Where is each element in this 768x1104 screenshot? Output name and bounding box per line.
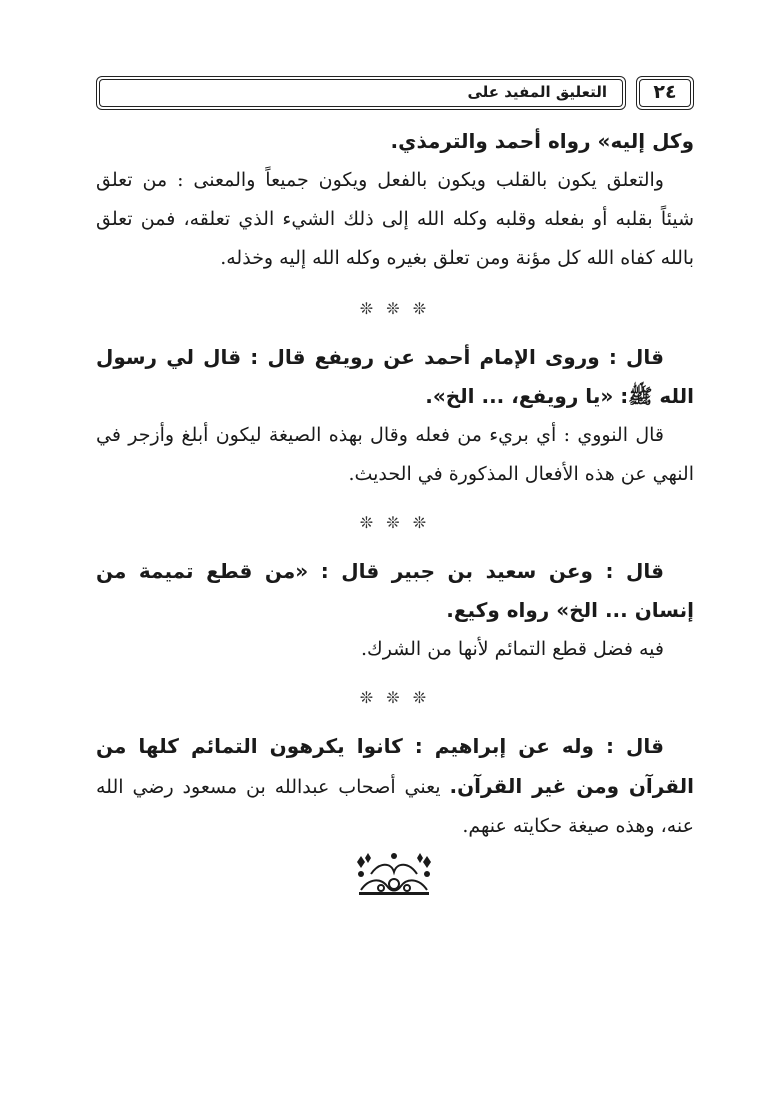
quote-4: قال : وله عن إبراهيم : كانوا يكرهون التمائم كلها من القرآن ومن غير القرآن.: [96, 734, 694, 798]
section-separator: ❊ ❊ ❊: [359, 299, 431, 318]
quote-2: قال : وروى الإمام أحمد عن رويفع قال : قال لي رسول الله ﷺ: «يا رويفع، ... الخ».: [96, 345, 694, 408]
page-number: ٢٤: [653, 81, 677, 103]
commentary-3: فيه فضل قطع التمائم لأنها من الشرك.: [361, 638, 664, 660]
running-title: التعليق المفيد على: [467, 83, 607, 101]
hadith-ending: وكل إليه» رواه أحمد والترمذي.: [390, 129, 694, 153]
commentary-1: والتعلق يكون بالقلب ويكون بالفعل ويكون جميعاً والمعنى : من تعلق شيئاً بقلبه أو بفعله وقلبه وكله الله إلى ذلك الشيء الذي تعلقه، فمن تعلق بالله كفاه الله كل مؤنة ومن تعلق بغيره وكله الله إليه وخذله.: [96, 169, 694, 269]
paragraph-4: [96, 727, 694, 846]
page-header: [96, 76, 694, 112]
commentary-4: يعني أصحاب عبدالله بن مسعود رضي الله عنه، وهذه صيغة حكايته عنهم.: [96, 776, 694, 837]
page-number-frame: [636, 76, 694, 110]
commentary-2: قال النووي : أي بريء من فعله وقال بهذه الصيغة ليكون أبلغ وأزجر في النهي عن هذه الأفعال المذكورة في الحديث.: [96, 424, 694, 485]
running-title-frame: [96, 76, 626, 110]
quote-3: قال : وعن سعيد بن جبير قال : «من قطع تميمة من إنسان ... الخ» رواه وكيع.: [96, 559, 694, 622]
end-ornament-icon: [351, 848, 437, 898]
page-body: [96, 122, 694, 846]
section-separator: ❊ ❊ ❊: [359, 513, 431, 532]
section-separator: ❊ ❊ ❊: [359, 688, 431, 707]
